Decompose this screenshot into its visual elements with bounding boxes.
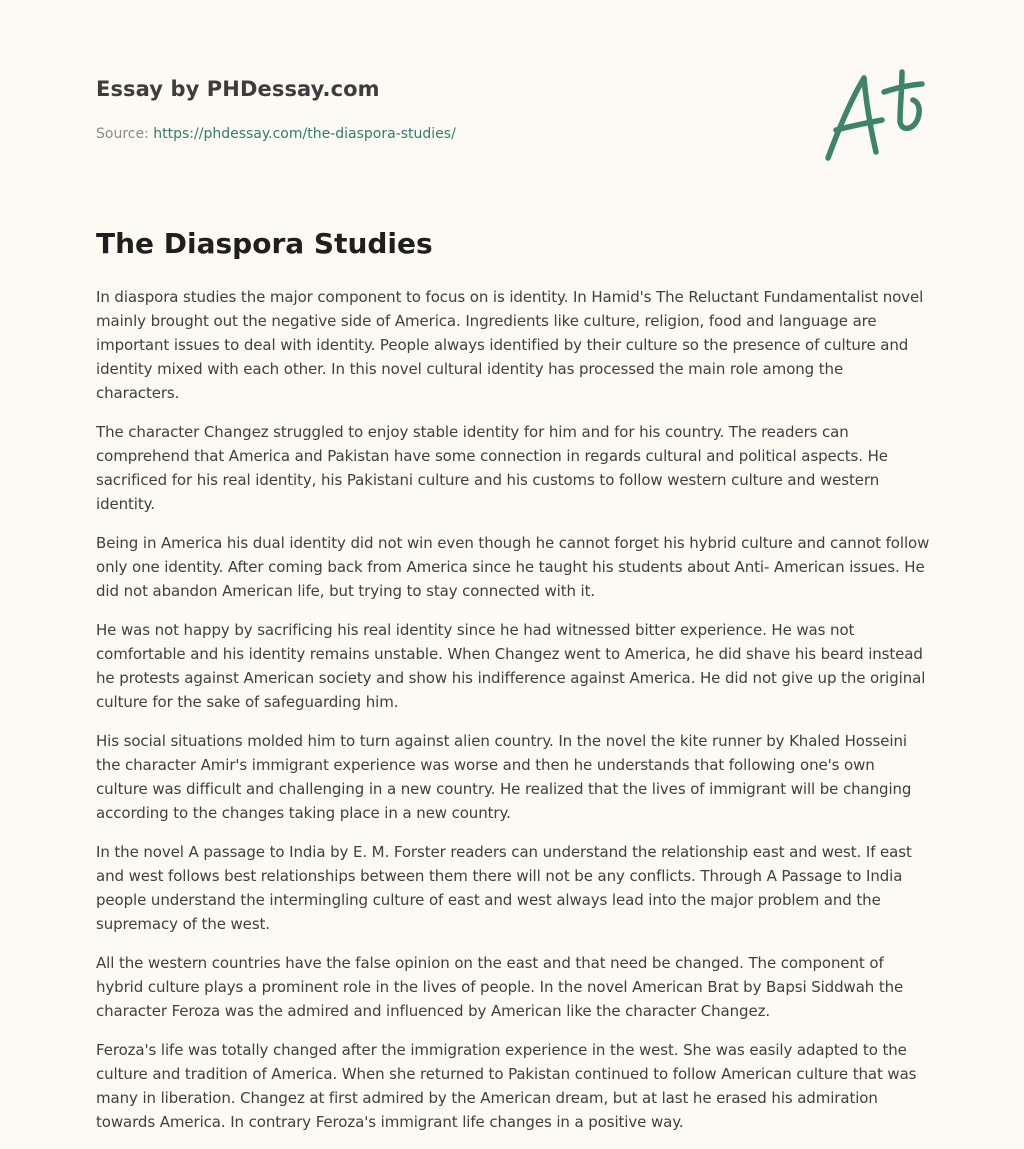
source-label: Source: xyxy=(96,126,149,142)
paragraph: Being in America his dual identity did not win even though he cannot forget his hybrid culture and cannot follow only one identity. After coming back from America since he taught his students about Anti- American issues. He did not abandon American life, but trying to stay connected with it. xyxy=(96,534,930,600)
paragraph: His social situations molded him to turn against alien country. In the novel the kite runner by Khaled Hosseini the character Amir's immigrant experience was worse and then he understands that following one's own culture was difficult and challenging in a new country. He realized that the lives of immigrant will be changing according to the changes taking place in a new country. xyxy=(96,732,912,822)
page-header xyxy=(96,74,796,144)
source-link[interactable]: https://phdessay.com/the-diaspora-studies/ xyxy=(153,126,456,142)
paragraph: All the western countries have the false opinion on the east and that need be changed. The component of hybrid culture plays a prominent role in the lives of people. In the novel American Brat by Bapsi Siddwah the character Feroza was the admired and influenced by American like the character Changez. xyxy=(96,954,904,1020)
paragraph: Feroza's life was totally changed after the immigration experience in the west. She was easily adapted to the culture and tradition of America. When she returned to Pakistan continued to follow American culture that was many in liberation. Changez at first admired by the American dream, but at last he erased his admiration towards America. In contrary Feroza's immigrant life changes in a positive way. xyxy=(96,1041,917,1131)
paragraph: He was not happy by sacrificing his real identity since he had witnessed bitter experience. He was not comfortable and his identity remains unstable. When Changez went to America, he did shave his beard instead he protests against American society and show his indifference against America. He did not give up the original culture for the sake of safeguarding him. xyxy=(96,621,926,711)
paragraph: In diaspora studies the major component to focus on is identity. In Hamid's The Reluctant Fundamentalist novel mainly brought out the negative side of America. Ingredients like culture, religion, food and language are important issues to deal with identity. People always identified by their culture so the presence of culture and identity mixed with each other. In this novel cultural identity has processed the main role among the characters. xyxy=(96,288,924,402)
source-line xyxy=(96,124,796,144)
article-body xyxy=(96,285,930,1149)
paragraph: The character Changez struggled to enjoy stable identity for him and for his country. The readers can comprehend that America and Pakistan have some connection in regards cultural and political aspects. He sacrificed for his real identity, his Pakistani culture and his customs to follow western culture and western identity. xyxy=(96,423,888,513)
paragraph: In the novel A passage to India by E. M. Forster readers can understand the relationship east and west. If east and west follows best relationships between them there will not be any conflicts. Through A Passage to India people understand the intermingling culture of east and west always lead into the major problem and the supremacy of the west. xyxy=(96,843,912,933)
site-brand: Essay by PHDessay.com xyxy=(96,77,380,101)
page-title: The Diaspora Studies xyxy=(96,227,433,260)
a-plus-grade-icon xyxy=(818,66,930,166)
